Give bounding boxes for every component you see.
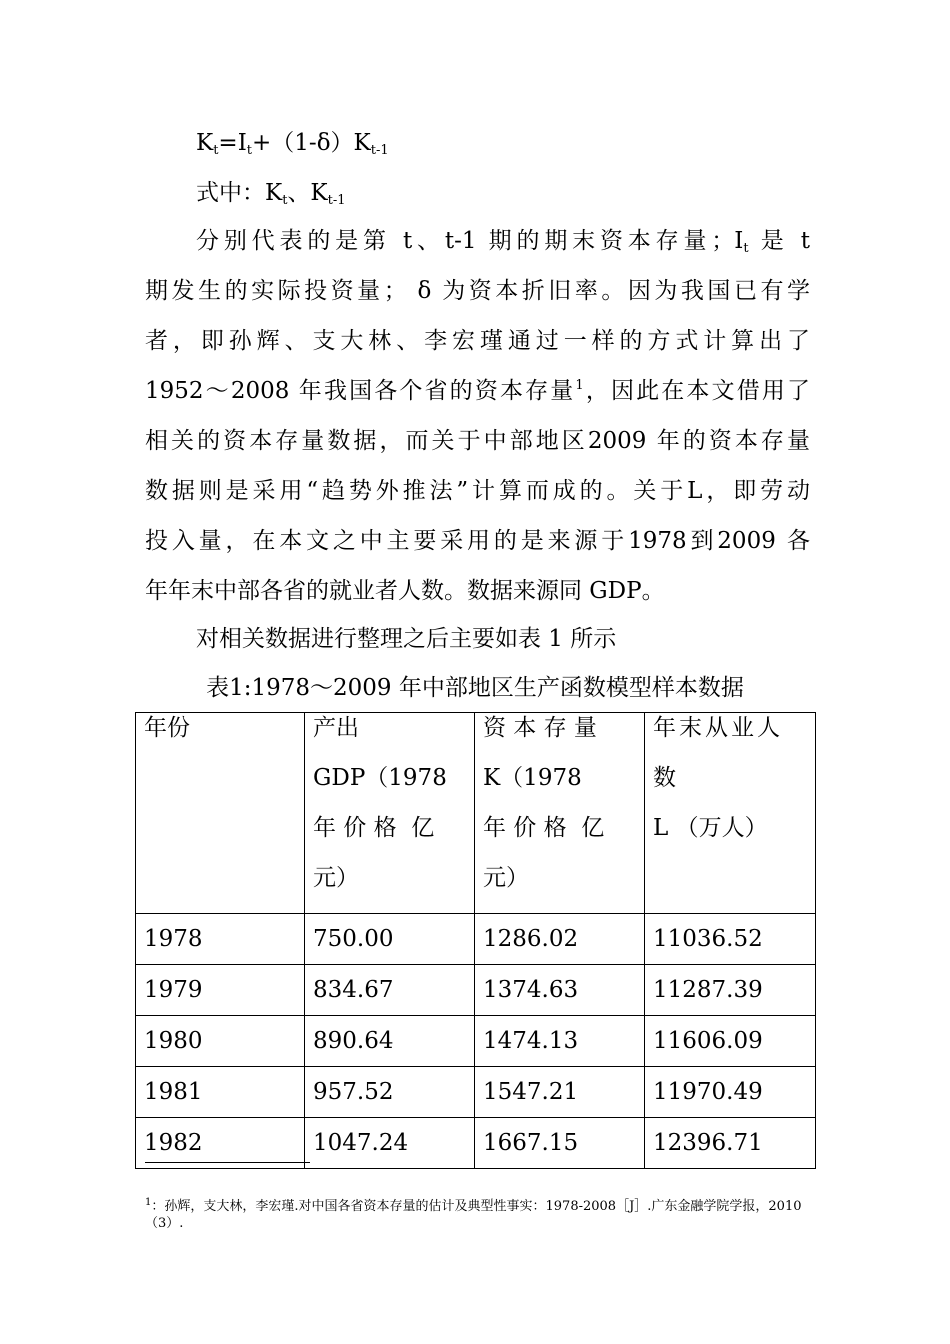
- table-row: [136, 965, 816, 1016]
- table-row: [136, 914, 816, 965]
- paragraph-line-4: 1952～2008 年我国各个省的资本存量$^1$，因此在本文借用了: [145, 378, 810, 404]
- footnote-divider: [145, 1162, 310, 1163]
- paragraph-line-2: 期发生的实际投资量； δ 为资本折旧率。因为我国已有学: [145, 278, 810, 304]
- paragraph-line-7: 投入量，在本文之中主要采用的是来源于1978到2009 各: [145, 528, 810, 554]
- cell-gdp: 750.00: [305, 914, 475, 965]
- cell-gdp: 834.67: [305, 965, 475, 1016]
- cell-employment: 11036.52: [645, 914, 816, 965]
- header-year: 年份: [136, 713, 305, 914]
- paragraph-line-8: 年年末中部各省的就业者人数。数据来源同 GDP。: [145, 578, 665, 604]
- paragraph-line-3: 者，即孙辉、支大林、李宏瑾通过一样的方式计算出了: [145, 328, 810, 354]
- paragraph-line-6: 数据则是采用“趋势外推法”计算而成的。关于L，即劳动: [145, 478, 810, 504]
- table-header-row: [136, 713, 816, 914]
- table-row: [136, 1067, 816, 1118]
- cell-capital: 1547.21: [475, 1067, 645, 1118]
- cell-year: 1981: [136, 1067, 305, 1118]
- cell-year: 1979: [136, 965, 305, 1016]
- formula-capital-accumulation: $K_t=I_t+(1-\delta)K_{t-1}$: [196, 130, 389, 158]
- header-capital-stock: 资 本 存 量 K（1978 年 价 格 亿 元）: [475, 713, 645, 914]
- cell-capital: 1374.63: [475, 965, 645, 1016]
- cell-year: 1982: [136, 1118, 305, 1169]
- formula-where-line: 式中：$K_t$、$K_{t-1}$: [196, 180, 346, 208]
- cell-gdp: 957.52: [305, 1067, 475, 1118]
- cell-employment: 11606.09: [645, 1016, 816, 1067]
- cell-employment: 12396.71: [645, 1118, 816, 1169]
- paragraph-line-1: 分别代表的是第 t、t-1 期的期末资本存量；$I_t$ 是 t: [196, 228, 810, 256]
- header-gdp: 产出 GDP（1978 年 价 格 亿 元）: [305, 713, 475, 914]
- table-intro-text: 对相关数据进行整理之后主要如表 1 所示: [196, 626, 617, 652]
- cell-capital: 1667.15: [475, 1118, 645, 1169]
- table-row: [136, 1118, 816, 1169]
- cell-employment: 11970.49: [645, 1067, 816, 1118]
- cell-year: 1978: [136, 914, 305, 965]
- cell-capital: 1286.02: [475, 914, 645, 965]
- data-table: [135, 712, 816, 1169]
- cell-gdp: 1047.24: [305, 1118, 475, 1169]
- cell-gdp: 890.64: [305, 1016, 475, 1067]
- cell-year: 1980: [136, 1016, 305, 1067]
- footnote-reference: 1: [575, 378, 584, 393]
- cell-capital: 1474.13: [475, 1016, 645, 1067]
- paragraph-line-5: 相关的资本存量数据，而关于中部地区2009 年的资本存量: [145, 428, 810, 454]
- header-employment: 年末从业人 数 L （万人）: [645, 713, 816, 914]
- footnote: $^1$：孙辉，支大林，李宏瑾.对中国各省资本存量的估计及典型性事实：1978-2008［J］.广东金融学院学报，2010（3）.: [145, 1197, 802, 1231]
- table-caption: 表1:1978～2009 年中部地区生产函数模型样本数据: [206, 675, 744, 701]
- cell-employment: 11287.39: [645, 965, 816, 1016]
- table-row: [136, 1016, 816, 1067]
